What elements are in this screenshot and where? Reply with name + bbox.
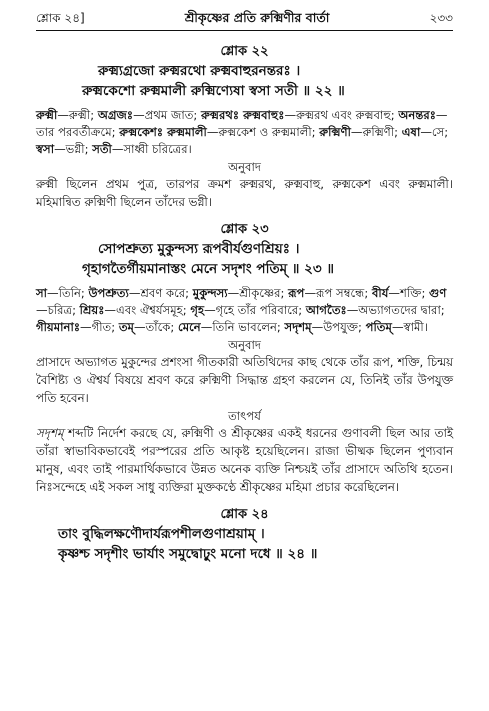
synonyms [36,285,453,336]
verse-section-22 [36,43,453,211]
synonym-item [178,320,285,334]
header-page-number: ২৩৩ [429,11,453,25]
synonym-word: মেনে [178,320,201,334]
synonym-word: শ্রিয়ঃ [79,303,105,317]
synonym-meaning: —গৃহে তাঁর পরিবারে; [204,303,306,317]
synonym-item [201,108,398,122]
synonym-word: উপশ্রুত্য [88,286,129,300]
synonym-item [36,320,119,334]
translation-text: রুক্মী ছিলেন প্রথম পুত্র, তারপর ক্রমশ রুক্মরথ, রুক্মবাহু, রুক্মকেশ এবং রুক্মমালী। মহিমান্বিত রুক্মিণী ছিলেন তাঁদের ভগ্নী। [36,177,453,209]
synonym-meaning: —রুক্মী; [57,108,98,122]
synonym-word: এষা [401,125,421,139]
translation-text: প্রাসাদে অভ্যাগত মুকুন্দের প্রশংসা গীতকারী অতিথিদের কাছ থেকে তাঁর রূপ, শক্তি, চিন্ময় বৈশিষ্ট্য ও ঐশ্বর্য বিষয়ে শ্রবণ করে রুক্মিণী সিদ্ধান্ত গ্রহণ করলেন যে, তিনিই তাঁর উপযুক্ত পতি হবেন। [36,355,453,405]
synonym-item [319,125,401,139]
synonym-word: মুকুন্দস্য [192,286,228,300]
synonym-item [92,142,192,156]
synonym-word: রূপ [288,286,305,300]
verse-line-2: গৃহাগতৈর্গীয়মানাস্তং মেনে সদৃশং পতিম্ ॥ ২৩ ॥ [82,261,335,277]
synonym-meaning: —উপযুক্ত; [311,320,366,334]
verse-line-1: রুক্ম্যগ্রজো রুক্মরথো রুক্মবাহুরনন্তরঃ । [98,63,301,79]
verse-line-2: রুক্মকেশো রুক্মমালী রুক্মিণ্যেষা স্বসা সতী ॥ ২২ ॥ [82,83,345,99]
synonym-item [190,303,305,317]
synonym-item [98,108,201,122]
verse-heading: শ্লোক ২২ [220,44,269,59]
synonym-word: অগ্রজঃ [97,108,134,122]
verse-heading: শ্লোক ২৪ [220,507,269,522]
synonym-item [402,125,448,139]
synonym-meaning: —তিনি ভাবলেন; [200,320,285,334]
synonym-item [193,286,288,300]
synonym-meaning: —সাধ্বী চরিত্রের। [111,142,192,156]
purport-text [36,424,453,496]
header-verse-ref: শ্লোক ২৪] [36,11,85,25]
synonym-meaning: —চরিত্র; [36,303,80,317]
synonym-word: অনন্তরঃ [398,108,436,122]
header-chapter-title: শ্রীকৃষ্ণের প্রতি রুক্মিণীর বার্তা [184,10,330,25]
synonym-word: রুক্মিণী [319,125,351,139]
synonym-word: রুক্মরথঃ রুক্মবাহুঃ [201,108,285,122]
synonym-item [119,125,319,139]
synonym-item [372,286,429,300]
synonym-meaning: —সে; [420,125,449,139]
header-rule [36,30,453,31]
purport-heading: তাৎপর্য [228,409,261,423]
verse-section-24 [36,506,453,564]
synonym-meaning: —রূপ সম্বন্ধে; [304,286,372,300]
synonym-word: সদৃশম্ [284,320,312,334]
synonym-meaning: —শ্রবণ করে; [128,286,193,300]
synonym-meaning: —তাঁকে; [133,320,178,334]
synonym-meaning: —অভ্যাগতদের দ্বারা; [346,303,445,317]
synonym-meaning: —তার পরবর্তীক্রমে; [36,108,448,139]
verse-line-1: তাং বুদ্ধিলক্ষণৌদার্যরূপশীলগুণাশ্রয়াম্ । [58,526,265,542]
synonym-word: গৃহ [190,303,205,317]
synonym-meaning: —রুক্মরথ এবং রুক্মবাহু; [284,108,399,122]
purport-body: শব্দটি নির্দেশ করছে যে, রুক্মিণী ও শ্রীকৃষ্ণের একই ধরনের গুণাবলী ছিল আর তাই তাঁরা স্বাভাবিকভাবেই পরস্পরের প্রতি আকৃষ্ট হয়েছিলেন। রাজা ভীষ্মক ছিলেন পুণ্যবান মানুষ, এবং তাই পারমার্থিকভাবে উন্নত অনেক ব্যক্তি নিশ্চয়ই তাঁর প্রাসাদে অতিথি হতেন। নিঃসন্দেহে এই সকল সাধু ব্যক্তিরা মুক্তকণ্ঠে শ্রীকৃষ্ণের মহিমা প্রচার করেছিলেন। [36,426,453,494]
synonym-word: স্বসা [36,142,55,156]
synonym-item [119,320,178,334]
translation-heading: অনুবাদ [228,160,261,174]
synonym-meaning: —গীত; [80,320,119,334]
synonym-meaning: —প্রথম জাত; [133,108,201,122]
synonym-word: গুণ [429,286,447,300]
verse-heading: শ্লোক ২৩ [220,222,269,237]
synonym-item [36,286,88,300]
synonym-item [80,303,191,317]
synonym-word: আগতৈঃ [305,303,347,317]
synonym-meaning: —রুক্মিণী; [350,125,402,139]
synonym-meaning: —ভগ্নী; [54,142,93,156]
synonym-meaning: —স্বামী। [391,320,428,334]
synonym-word: রুক্মী [36,108,58,122]
synonym-item [88,286,192,300]
synonym-item [36,108,98,122]
synonym-item [285,320,366,334]
synonym-item [306,303,445,317]
synonym-word: পতিম্ [365,320,392,334]
synonym-meaning: —শক্তি; [388,286,430,300]
synonym-meaning: —রুক্মকেশ ও রুক্মমালী; [206,125,320,139]
running-header [36,10,453,28]
synonym-word: বীর্য [371,286,389,300]
synonym-word: গীয়মানাঃ [36,320,81,334]
purport-term: সদৃশম্ [36,426,64,440]
synonym-word: সা [36,286,48,300]
synonym-word: সতী [92,142,112,156]
synonym-word: তম্ [118,320,134,334]
synonym-meaning: —শ্রীকৃষ্ণের; [227,286,289,300]
synonym-meaning: —এবং ঐশ্বর্যসমূহ; [104,303,191,317]
verse-line-2: কৃষ্ণশ্চ সদৃশীং ভার্যাং সমুদ্বোঢ়ুং মনো দধে ॥ ২৪ ॥ [58,546,318,562]
synonym-meaning: —তিনি; [47,286,89,300]
synonyms [36,107,453,158]
synonym-item [366,320,428,334]
synonym-item [288,286,372,300]
verse-line-1: সোপশ্রুত্য মুকুন্দস্য রূপবীর্যগুণশ্রিয়ঃ । [98,241,300,257]
synonym-item [36,142,92,156]
translation-heading: অনুবাদ [228,338,261,352]
synonym-word: রুক্মকেশঃ রুক্মমালী [119,125,207,139]
verse-section-23 [36,221,453,496]
